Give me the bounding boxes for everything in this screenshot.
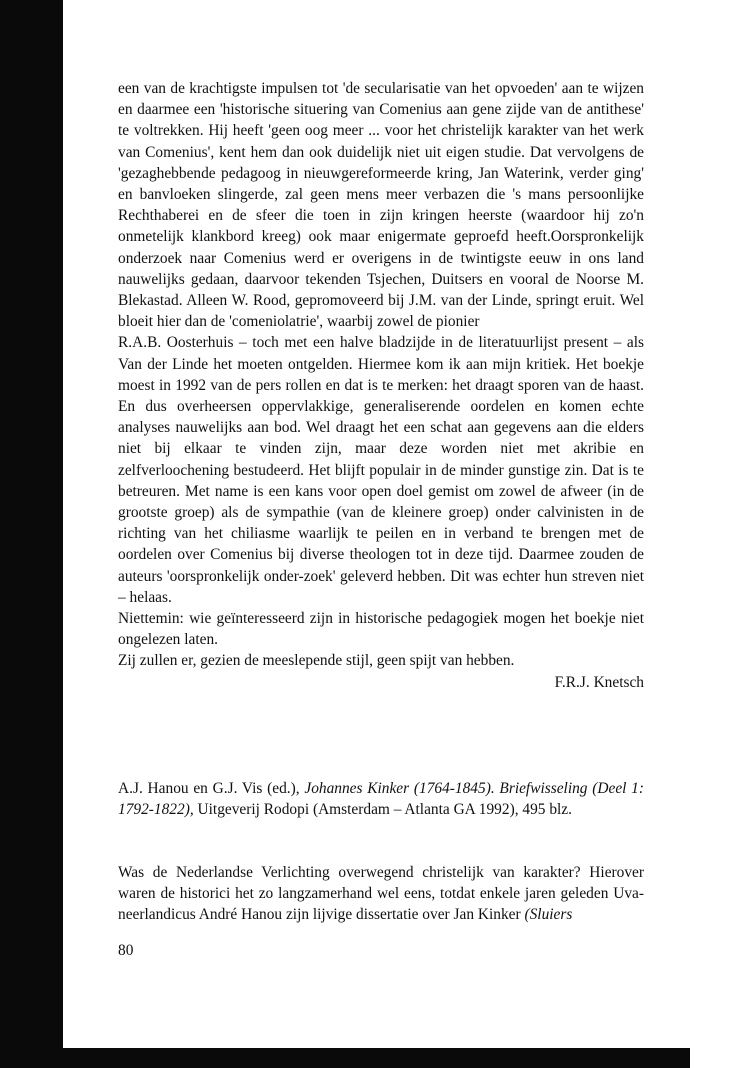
scan-edge-bottom [0, 1048, 690, 1068]
review-signature: F.R.J. Knetsch [554, 673, 644, 691]
citation-publisher: Uitgeverij Rodopi (Amsterdam – Atlanta GA 1992), 495 blz. [197, 801, 572, 819]
next-review-text: Was de Nederlandse Verlichting overwegend christelijk van karakter? Hierover waren de historici het zo langzamerhand wel eens, totdat enkele jaren geleden Uva-neerlandicus André Hanou zijn lijvige dissertatie over Jan Kinker [118, 864, 644, 924]
next-review-italic: (Sluiers [524, 906, 573, 924]
citation-authors: A.J. Hanou en G.J. Vis (ed.), [118, 780, 300, 797]
review-paragraph-3: Niettemin: wie geïnteresseerd zijn in historische pedagogiek mogen het boekje niet ongelezen laten. [118, 610, 644, 649]
book-citation [118, 778, 644, 820]
citation-title: Johannes Kinker (1764-1845). Briefwisseling (Deel 1: 1792-1822), [118, 780, 645, 819]
scan-edge-left [0, 0, 63, 1068]
page-number: 80 [118, 942, 134, 959]
review-paragraph-4: Zij zullen er, gezien de meeslepende stijl, geen spijt van hebben. [118, 652, 515, 670]
review-body [118, 78, 644, 693]
review-paragraph-2: R.A.B. Oosterhuis – toch met een halve bladzijde in de literatuurlijst present – als Van der Linde het moeten ontgelden. Hiermee kom ik aan mijn kritiek. Het boekje moest in 1992 van de pers rollen en dat is te merken: het draagt sporen van de haast. En dus overheersen oppervlakkige, generaliserende oordelen en komen echte analyses nauwelijks aan bod. Wel draagt het een schat aan gegevens aan die elders niet bij elkaar te vinden zijn, maar deze worden niet met akribie en zelfverloochening bestudeerd. Het blijft populair in de minder gunstige zin. Dat is te betreuren. Met name is een kans voor open doel gemist om zowel de afweer (in de grootste groep) als de sympathie (van de kleinere groep) onder calvinisten in de richting van het chiliasme waarlijk te peilen en in verband te brengen met de oordelen over Comenius bij diverse theologen tot in deze tijd. Daarmee zouden de auteurs 'oorspronkelijk onder-zoek' geleverd hebben. Dit was echter hun streven niet – helaas. [118, 334, 644, 606]
review-paragraph-1: een van de krachtigste impulsen tot 'de secularisatie van het opvoeden' aan te wijzen en daarmee een 'historische situering van Comenius aan gene zijde van de antithese' te voltrekken. Hij heeft 'geen oog meer ... voor het christelijk karakter van het werk van Comenius', kent hem dan ook duidelijk niet uit eigen studie. Dat vervolgens de 'gezaghebbende pedagoog in nieuwgereformeerde kring, Jan Waterink, verder ging' en banvloeken slingerde, zal geen mens meer verbazen die 's mans persoonlijke Rechthaberei en de sfeer die toen in zijn kringen heerste (waardoor hij zo'n onmetelijk klankbord kreeg) ook maar enigermate geproefd heeft.Oorspronkelijk onderzoek naar Comenius werd er overigens in de twintigste eeuw in ons land nauwelijks gedaan, daarvoor tekenden Tsjechen, Duitsers en vooral de Noorse M. Blekastad. Alleen W. Rood, gepromoveerd bij J.M. van der Linde, springt eruit. Wel bloeit hier dan de 'comeniolatrie', waarbij zowel de pionier [118, 80, 644, 331]
next-review-body [118, 862, 644, 926]
